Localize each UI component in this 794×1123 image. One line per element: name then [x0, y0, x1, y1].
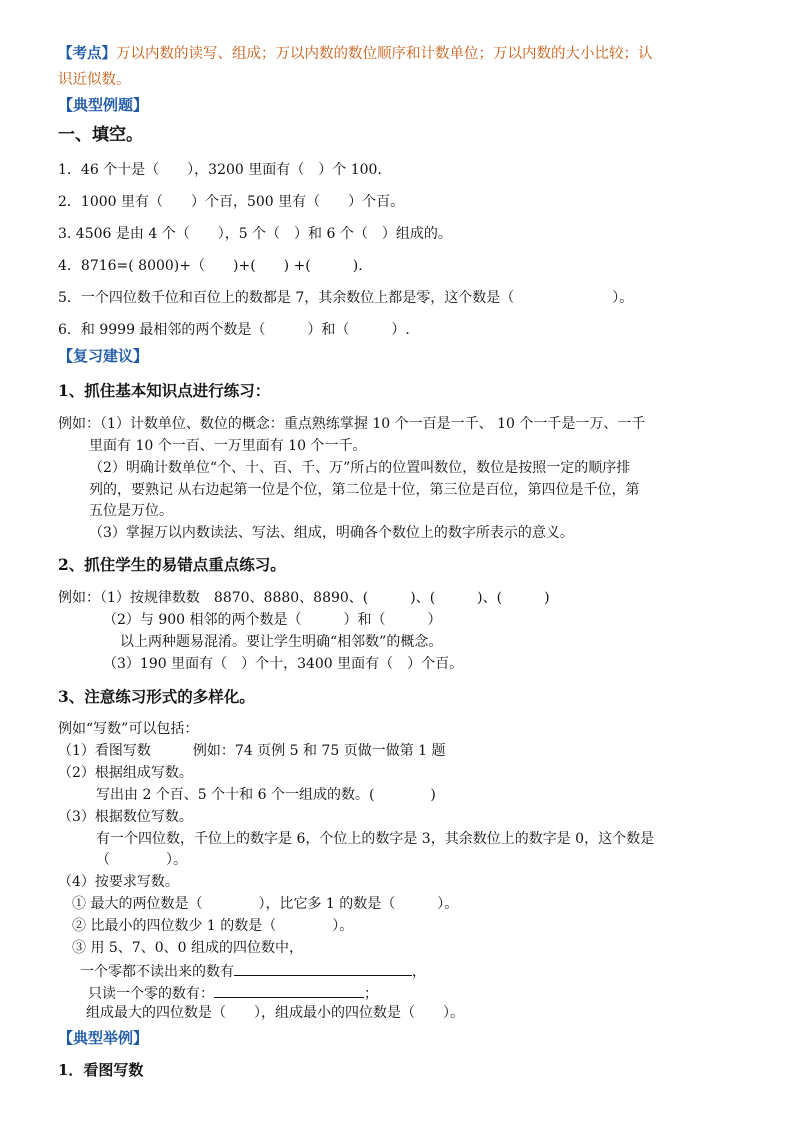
suggestion-3-line: ① 最大的两位数是（ ），比它多 1 的数是（ ）。 — [72, 896, 459, 912]
suggestion-3-title: 3、注意练习形式的多样化。 — [58, 687, 255, 706]
suggestion-1-title: 1、抓住基本知识点进行练习： — [58, 381, 271, 400]
fuxi-jianyi-tag: 【复习建议】 — [58, 347, 149, 365]
suggestion-3-line: （2）根据组成写数。 — [58, 765, 193, 781]
suggestion-3-line: ③ 用 5、7、0、0 组成的四位数中， — [72, 940, 303, 956]
kaodian-text-2: 识近似数。 — [58, 72, 131, 88]
suggestion-2-line: 以上两种题易混淆。要让学生明确“相邻数”的概念。 — [120, 634, 443, 650]
suggestion-3-line: 组成最大的四位数是（ ），组成最小的四位数是（ ）。 — [86, 1005, 464, 1021]
suggestion-1-line: 五位是万位。 — [89, 503, 173, 519]
question-6: 6．和 9999 最相邻的两个数是（ ）和（ ）. — [58, 322, 410, 338]
suggestion-3-line: （3）根据数位写数。 — [58, 809, 193, 825]
suggestion-3-line: 有一个四位数，千位上的数字是 6，个位上的数字是 3，其余数位上的数字是 0，这个数是 — [96, 831, 655, 847]
kaodian-text-1: 万以内数的读写、组成；万以内数的数位顺序和计数单位；万以内数的大小比较；认 — [116, 46, 653, 62]
example-1-title: 1．看图写数 — [58, 1061, 144, 1079]
answer-line-one-zero-read — [88, 982, 378, 1004]
suggestion-3-line: （1）看图写数 例如：74 页例 5 和 75 页做一做第 1 题 — [58, 743, 446, 759]
punctuation: ， — [412, 964, 426, 980]
suggestion-3-line: 例如“写数”可以包括： — [58, 721, 199, 737]
punctuation: ； — [364, 986, 378, 1002]
section-fill-blank: 一、填空。 — [58, 125, 143, 145]
question-3: 3. 4506 是由 4 个（ ），5 个（ ）和 6 个（ ）组成的。 — [58, 226, 452, 242]
suggestion-1-line: 里面有 10 个一百、一万里面有 10 个一千。 — [89, 438, 367, 454]
question-4: 4．8716=( 8000)+（ )+( ) +( ). — [58, 258, 363, 274]
kaodian-tag: 【考点】 — [58, 45, 116, 62]
kaodian-line-1 — [58, 44, 653, 64]
question-2: 2．1000 里有（ ）个百，500 里有（ ）个百。 — [58, 194, 405, 210]
suggestion-3-line: ② 比最小的四位数少 1 的数是（ ）。 — [72, 918, 354, 934]
prompt-text: 只读一个零的数有： — [88, 986, 214, 1002]
suggestion-3-line: （4）按要求写数。 — [58, 874, 179, 890]
answer-underline — [214, 982, 364, 998]
suggestion-3-line: 写出由 2 个百、5 个十和 6 个一组成的数。( ) — [96, 787, 436, 803]
suggestion-1-line: 例如：（1）计数单位、数位的概念：重点熟练掌握 10 个一百是一千、 10 个一千是一万、一千 — [58, 416, 646, 432]
question-1: 1．46 个十是（ ），3200 里面有（ ）个 100. — [58, 162, 382, 178]
question-5: 5．一个四位数千位和百位上的数都是 7，其余数位上都是零，这个数是（ ）。 — [58, 290, 634, 306]
dianxing-liti-tag: 【典型例题】 — [58, 96, 149, 114]
suggestion-2-line: 例如：（1）按规律数数 8870、8880、8890、( )、( )、( ) — [58, 590, 550, 606]
answer-underline — [234, 960, 412, 976]
prompt-text: 一个零都不读出来的数有 — [80, 964, 234, 980]
suggestion-2-line: （3）190 里面有（ ）个十，3400 里面有（ ）个百。 — [103, 656, 464, 672]
suggestion-1-line: 列的，要熟记 从右边起第一位是个位，第二位是十位，第三位是百位，第四位是千位，第 — [89, 482, 640, 498]
suggestion-3-line: （ ）。 — [96, 852, 187, 868]
dianxing-juli-tag: 【典型举例】 — [58, 1029, 149, 1047]
answer-line-no-zero-read — [80, 960, 426, 982]
suggestion-1-line: （3）掌握万以内数读法、写法、组成，明确各个数位上的数字所表示的意义。 — [89, 525, 574, 541]
suggestion-2-title: 2、抓住学生的易错点重点练习。 — [58, 555, 286, 574]
suggestion-2-line: （2）与 900 相邻的两个数是（ ）和（ ） — [103, 612, 442, 628]
suggestion-1-line: （2）明确计数单位“个、十、百、千、万”所占的位置叫数位，数位是按照一定的顺序排 — [89, 460, 631, 476]
